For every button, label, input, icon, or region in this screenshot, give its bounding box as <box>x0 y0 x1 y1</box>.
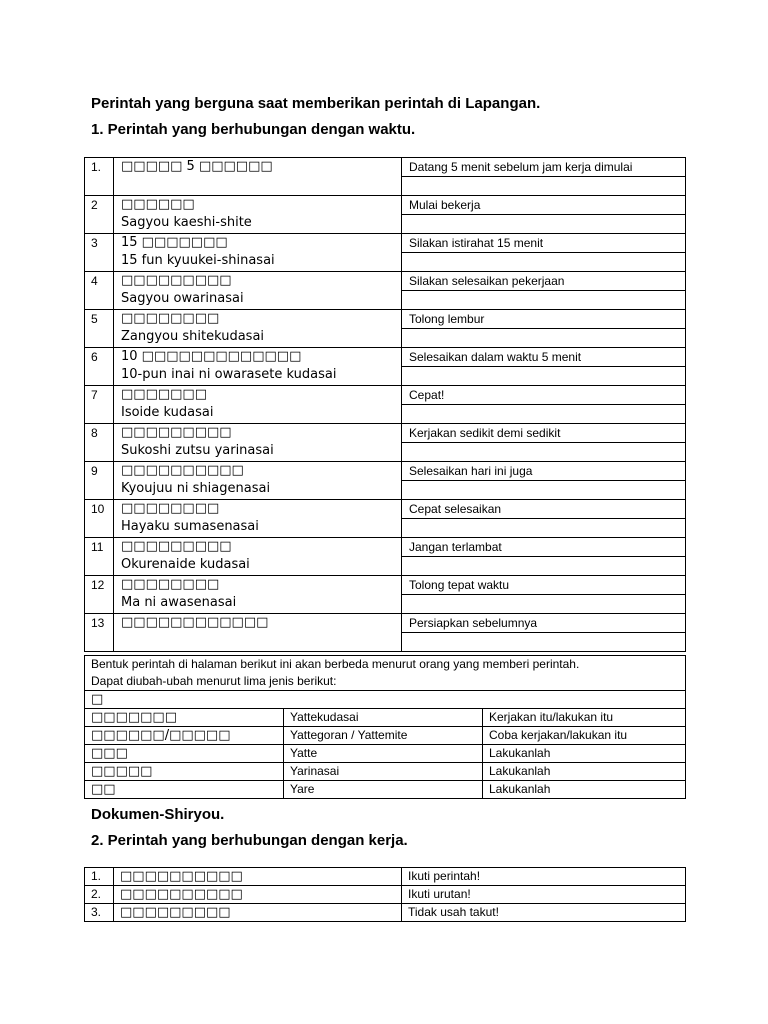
forms-blank-row: □ <box>85 691 686 709</box>
forms-note <box>85 656 686 691</box>
translation-cell <box>402 348 686 386</box>
translation-cell <box>402 310 686 348</box>
translation-text: Datang 5 menit sebelum jam kerja dimulai <box>409 160 633 174</box>
romaji-text: Sagyou owarinasai <box>121 291 244 306</box>
row-number: 3 <box>85 234 114 272</box>
form-meaning: Lakukanlah <box>489 764 551 778</box>
forms-note-line-1: Bentuk perintah di halaman berikut ini akan berbeda menurut orang yang memberi perintah. <box>91 657 580 671</box>
romaji-text: Kyoujuu ni shiagenasai <box>121 481 271 496</box>
table-row <box>85 538 686 576</box>
translation-cell <box>402 158 686 196</box>
japanese-cell <box>114 386 402 424</box>
table-row <box>85 868 686 886</box>
japanese-cell <box>114 234 402 272</box>
japanese-form: □□□□□ <box>91 764 153 779</box>
translation-cell <box>402 576 686 614</box>
japanese-text: □□□□□□□□ <box>121 577 220 592</box>
japanese-text: □□□□□□□□□□ <box>120 869 243 884</box>
form-meaning: Kerjakan itu/lakukan itu <box>489 710 614 724</box>
japanese-text: 10 □□□□□□□□□□□□□ <box>121 349 302 364</box>
work-commands-table <box>84 867 686 922</box>
table-row <box>85 348 686 386</box>
translation-blank <box>402 632 685 650</box>
japanese-form: □□□ <box>91 746 128 761</box>
japanese-cell <box>114 576 402 614</box>
row-number: 10 <box>85 500 114 538</box>
translation-cell <box>402 272 686 310</box>
translation-blank <box>402 556 685 574</box>
japanese-text: □□□□□□□□□ <box>121 539 232 554</box>
table-row <box>85 904 686 922</box>
translation-text: Silakan istirahat 15 menit <box>409 236 544 250</box>
japanese-text: □□□□□□□□ <box>121 311 220 326</box>
row-number: 1. <box>85 158 114 196</box>
time-commands-table <box>84 157 686 652</box>
translation-text: Selesaikan hari ini juga <box>409 464 533 478</box>
translation-text: Tidak usah takut! <box>408 905 499 919</box>
table-row <box>85 462 686 500</box>
table-row <box>85 310 686 348</box>
japanese-cell <box>114 196 402 234</box>
japanese-form: □□□□□□□ <box>91 710 177 725</box>
row-number: 8 <box>85 424 114 462</box>
translation-text: Tolong lembur <box>409 312 485 326</box>
romaji-text: Hayaku sumasenasai <box>121 519 259 534</box>
table-row <box>85 886 686 904</box>
table-row <box>85 272 686 310</box>
document-heading: Perintah yang berguna saat memberikan perintah di Lapangan. <box>91 95 541 112</box>
table-row <box>85 745 686 763</box>
japanese-cell <box>114 500 402 538</box>
translation-text: Mulai bekerja <box>409 198 481 212</box>
translation-text: Ikuti urutan! <box>408 887 471 901</box>
romaji-form: Yattegoran / Yattemite <box>290 728 408 742</box>
japanese-text: □□□□□□ <box>121 197 195 212</box>
japanese-text: □□□□□□□□□□ <box>120 887 243 902</box>
row-number: 4 <box>85 272 114 310</box>
translation-cell <box>402 538 686 576</box>
japanese-cell <box>114 462 402 500</box>
romaji-text: Zangyou shitekudasai <box>121 329 265 344</box>
japanese-cell <box>114 158 402 196</box>
japanese-text: □□□□□□□□ <box>121 501 220 516</box>
translation-text: Cepat selesaikan <box>409 502 502 516</box>
translation-text: Cepat! <box>409 388 445 402</box>
row-number: 2. <box>91 887 102 901</box>
translation-blank <box>402 404 685 422</box>
romaji-text: Sukoshi zutsu yarinasai <box>121 443 274 458</box>
japanese-text: □□□□□□□ <box>121 387 207 402</box>
row-number: 12 <box>85 576 114 614</box>
translation-cell <box>402 196 686 234</box>
row-number: 11 <box>85 538 114 576</box>
table-row <box>85 709 686 727</box>
form-meaning: Lakukanlah <box>489 782 551 796</box>
romaji-text: 15 fun kyuukei-shinasai <box>121 253 275 268</box>
row-number: 6 <box>85 348 114 386</box>
romaji-text: Okurenaide kudasai <box>121 557 250 572</box>
translation-text: Jangan terlambat <box>409 540 502 554</box>
romaji-text: Ma ni awasenasai <box>121 595 237 610</box>
row-number: 1. <box>91 869 102 883</box>
table-row <box>85 500 686 538</box>
translation-blank <box>402 252 685 270</box>
translation-cell <box>402 500 686 538</box>
translation-blank <box>402 442 685 460</box>
translation-cell <box>402 614 686 652</box>
translation-blank <box>402 290 685 308</box>
form-meaning: Coba kerjakan/lakukan itu <box>489 728 628 742</box>
translation-text: Selesaikan dalam waktu 5 menit <box>409 350 582 364</box>
japanese-text: 15 □□□□□□□ <box>121 235 228 250</box>
japanese-text: □□□□□□□□□ <box>121 273 232 288</box>
translation-cell <box>402 234 686 272</box>
romaji-text: Isoide kudasai <box>121 405 214 420</box>
section-2-title: 2. Perintah yang berhubungan dengan kerja. <box>91 832 408 849</box>
row-number: 2 <box>85 196 114 234</box>
table-row <box>85 763 686 781</box>
translation-text: Ikuti perintah! <box>408 869 481 883</box>
translation-blank <box>402 214 685 232</box>
table-row <box>85 158 686 196</box>
translation-text: Persiapkan sebelumnya <box>409 616 538 630</box>
row-number: 13 <box>85 614 114 652</box>
table-row <box>85 781 686 799</box>
table-row <box>85 196 686 234</box>
translation-blank <box>402 518 685 536</box>
translation-cell <box>402 386 686 424</box>
table-row <box>85 576 686 614</box>
translation-blank <box>402 328 685 346</box>
japanese-cell <box>114 614 402 652</box>
romaji-form: Yarinasai <box>290 764 340 778</box>
romaji-text <box>114 176 401 194</box>
translation-cell <box>402 424 686 462</box>
translation-text: Silakan selesaikan pekerjaan <box>409 274 565 288</box>
table-row <box>85 424 686 462</box>
romaji-text: Sagyou kaeshi-shite <box>121 215 252 230</box>
japanese-cell <box>114 348 402 386</box>
form-meaning: Lakukanlah <box>489 746 551 760</box>
japanese-cell <box>114 538 402 576</box>
translation-blank <box>402 480 685 498</box>
table-row <box>85 234 686 272</box>
translation-blank <box>402 594 685 612</box>
translation-text: Kerjakan sedikit demi sedikit <box>409 426 561 440</box>
japanese-cell <box>114 424 402 462</box>
translation-cell <box>402 462 686 500</box>
row-number: 7 <box>85 386 114 424</box>
japanese-text: □□□□□□□□□ <box>121 425 232 440</box>
japanese-form: □□□□□□/□□□□□ <box>91 728 231 743</box>
translation-text: Tolong tepat waktu <box>409 578 510 592</box>
romaji-text: 10-pun inai ni owarasete kudasai <box>121 367 337 382</box>
translation-blank <box>402 176 685 194</box>
row-number: 3. <box>91 905 102 919</box>
row-number: 5 <box>85 310 114 348</box>
forms-note-line-2: Dapat diubah-ubah menurut lima jenis berikut: <box>91 674 337 688</box>
romaji-text <box>114 632 401 650</box>
document-label: Dokumen-Shiryou. <box>91 806 225 823</box>
table-row <box>85 727 686 745</box>
row-number: 9 <box>85 462 114 500</box>
japanese-text: □□□□□□□□□ <box>120 905 231 920</box>
japanese-text: □□□□□□□□□□ <box>121 463 244 478</box>
japanese-text: □□□□□ 5 □□□□□□ <box>121 159 273 174</box>
romaji-form: Yattekudasai <box>290 710 359 724</box>
command-forms-table <box>84 655 686 799</box>
romaji-form: Yare <box>290 782 315 796</box>
table-row <box>85 386 686 424</box>
translation-blank <box>402 366 685 384</box>
japanese-text: □□□□□□□□□□□□ <box>121 615 269 630</box>
japanese-form: □□ <box>91 782 116 797</box>
japanese-cell <box>114 310 402 348</box>
table-row <box>85 614 686 652</box>
japanese-cell <box>114 272 402 310</box>
romaji-form: Yatte <box>290 746 318 760</box>
section-1-title: 1. Perintah yang berhubungan dengan waktu. <box>91 121 416 138</box>
